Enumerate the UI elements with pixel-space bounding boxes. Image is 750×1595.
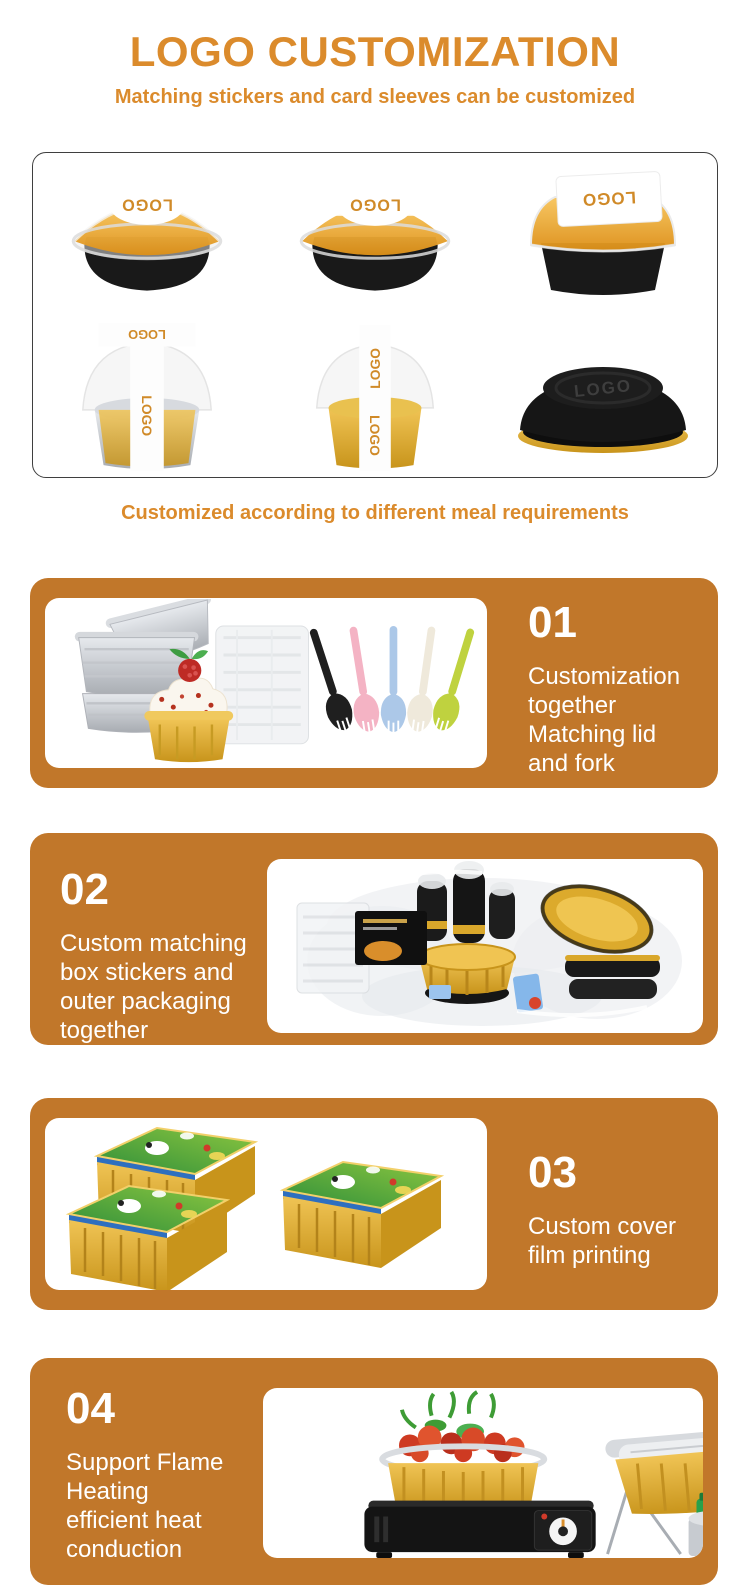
round-container-band-image: [279, 158, 471, 310]
feature-4-number: 04: [66, 1384, 115, 1433]
square-container-logo-image: [503, 158, 703, 310]
feature-card-2: [30, 833, 718, 1045]
product-cell-6: [489, 315, 717, 477]
feature-3-text: [528, 1148, 710, 1270]
logo-text: LOGO: [349, 195, 401, 214]
feature-3-image-panel: [45, 1118, 487, 1290]
product-cell-4: [33, 315, 261, 477]
film-container-right: [283, 1162, 441, 1268]
feature-4-text: [66, 1384, 266, 1564]
logo-text: LOGO: [139, 395, 156, 437]
logo-text: LOGO: [581, 187, 637, 210]
feature-card-1: [30, 578, 718, 788]
embossed-logo-base-image: [498, 326, 708, 466]
gas-stove: [364, 1392, 595, 1558]
logo-text: LOGO: [128, 326, 166, 342]
feature-1-text: [528, 598, 710, 778]
product-cell-5: [261, 315, 489, 477]
printed-film-containers-image: [45, 1118, 487, 1290]
feature-card-3: [30, 1098, 718, 1310]
logo-card: [556, 171, 662, 226]
feature-card-4: [30, 1358, 718, 1585]
wrapped-packaging-image: [267, 861, 703, 1031]
feature-1-description: Customization together Matching lid and fork: [528, 663, 681, 777]
red-sticker: [529, 997, 541, 1009]
round-container-logo-image: [51, 158, 243, 310]
film-container-bottom: [69, 1186, 227, 1290]
feature-3-description: Custom cover film printing: [528, 1213, 677, 1269]
spork-green-icon: [427, 625, 483, 737]
feature-2-image-panel: [267, 859, 703, 1033]
feature-4-description: Support Flame Heating efficient heat conduction: [66, 1449, 224, 1563]
page-subtitle: Matching stickers and card sleeves can be customized: [114, 86, 636, 108]
embossed-logo-text: LOGO: [573, 376, 633, 401]
feature-3-number: 03: [528, 1148, 577, 1197]
flame-heating-image: [263, 1388, 703, 1558]
chafing-stand: [605, 1422, 703, 1556]
feature-2-text: [60, 865, 264, 1045]
logo-text: LOGO: [366, 348, 383, 389]
logo-text: LOGO: [367, 415, 384, 456]
lids-and-forks-image: [46, 599, 486, 767]
foil-pan: [605, 1422, 703, 1520]
logo-products-showcase: [32, 152, 718, 478]
spork-blue-icon: [381, 626, 406, 735]
crawfish-bowl: [382, 1392, 544, 1512]
feature-2-number: 02: [60, 865, 109, 914]
gold-cup-t-sleeve-image: [52, 317, 242, 475]
raspberry: [178, 659, 201, 682]
section-title: Customized according to different meal requirements: [121, 502, 629, 524]
menu-card: [355, 911, 427, 965]
logo-text: LOGO: [121, 195, 173, 214]
gold-cup-sleeve-image: [290, 317, 460, 475]
feature-1-image-panel: [45, 598, 487, 768]
page-title: LOGO CUSTOMIZATION: [129, 28, 621, 75]
feature-1-number: 01: [528, 598, 577, 647]
spork-black-icon: [301, 625, 359, 737]
feature-4-image-panel: [263, 1388, 703, 1558]
feature-2-description: Custom matching box stickers and outer packaging together: [60, 930, 247, 1044]
black-round-boxes: [565, 955, 660, 999]
spork-set: [301, 625, 484, 737]
clear-lid-stack: [216, 626, 309, 744]
product-cell-2: [261, 153, 489, 315]
garnish: [402, 1392, 494, 1428]
product-cell-3: [489, 153, 717, 315]
product-cell-1: [33, 153, 261, 315]
